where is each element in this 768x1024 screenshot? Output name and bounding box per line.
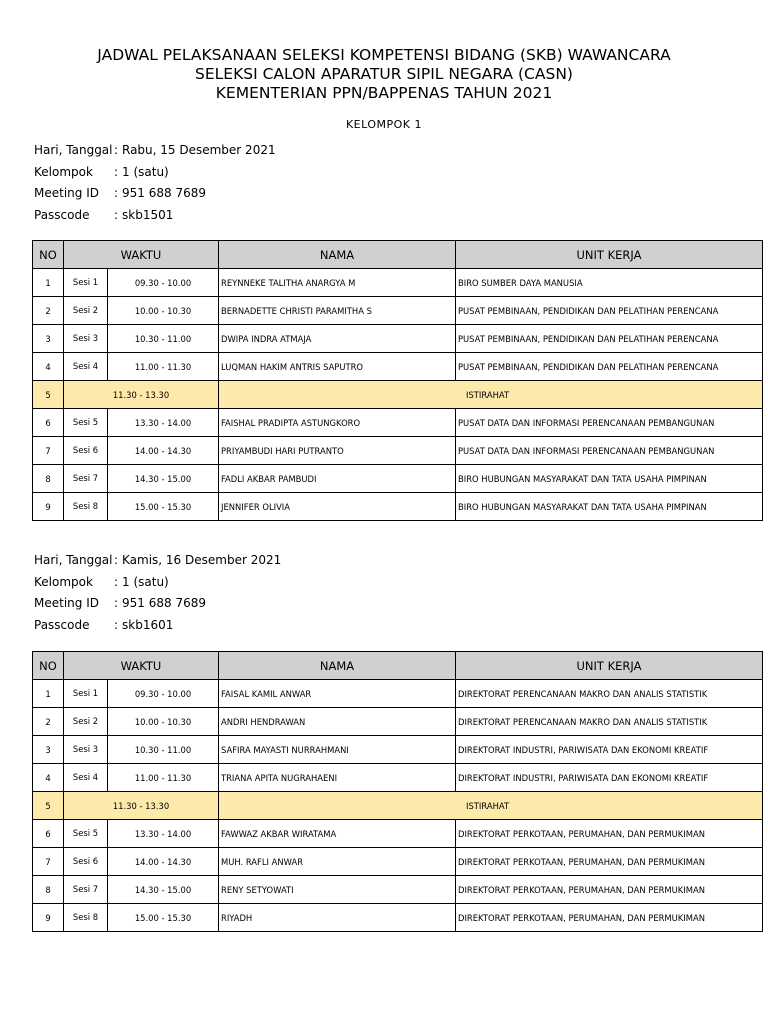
group-label: Kelompok bbox=[34, 574, 93, 589]
meeting-label: Meeting ID bbox=[34, 186, 99, 200]
session-time-wrap bbox=[64, 820, 218, 847]
time-range: 10.00 - 10.30 bbox=[134, 716, 192, 727]
table-header-row bbox=[33, 241, 763, 269]
session-time-wrap bbox=[64, 736, 218, 763]
group-row bbox=[34, 162, 276, 184]
session-label: Sesi 5 bbox=[64, 820, 108, 847]
session-time-cell bbox=[64, 764, 219, 792]
session-time-wrap bbox=[64, 269, 218, 296]
header-nama: NAMA bbox=[219, 652, 456, 680]
passcode-row bbox=[34, 205, 276, 227]
session-time-cell bbox=[64, 465, 219, 493]
passcode-value: skb1501 bbox=[122, 207, 174, 222]
colon: : bbox=[114, 143, 119, 157]
table-row bbox=[33, 325, 763, 353]
session-time-wrap bbox=[64, 353, 218, 380]
break-time: 11.30 - 13.30 bbox=[64, 792, 219, 820]
group-value: 1 (satu) bbox=[122, 164, 169, 179]
row-no: 8 bbox=[33, 876, 64, 904]
session-time-wrap bbox=[64, 409, 218, 436]
row-no: 3 bbox=[33, 325, 64, 353]
header-unit-kerja: UNIT KERJA bbox=[456, 241, 763, 269]
table-row bbox=[33, 297, 763, 325]
time-range: 10.00 - 10.30 bbox=[134, 305, 192, 316]
session-label: Sesi 2 bbox=[64, 708, 108, 735]
colon: : bbox=[114, 553, 119, 567]
participant-name: MUH. RAFLI ANWAR bbox=[219, 848, 456, 876]
group-label: Kelompok bbox=[34, 164, 93, 179]
row-no: 4 bbox=[33, 353, 64, 381]
row-no: 4 bbox=[33, 764, 64, 792]
schedule-table-day-1 bbox=[32, 240, 763, 521]
time-range: 15.00 - 15.30 bbox=[134, 912, 192, 923]
passcode-label: Passcode bbox=[34, 617, 90, 632]
time-range: 13.30 - 14.00 bbox=[134, 417, 192, 428]
table-row bbox=[33, 708, 763, 736]
colon: : bbox=[114, 596, 119, 610]
session-time-wrap bbox=[64, 297, 218, 324]
unit-kerja: DIREKTORAT PERENCANAAN MAKRO DAN ANALIS STATISTIK bbox=[456, 680, 763, 708]
unit-kerja: PUSAT DATA DAN INFORMASI PERENCANAAN PEMBANGUNAN bbox=[456, 409, 763, 437]
break-row bbox=[33, 381, 763, 409]
participant-name: LUQMAN HAKIM ANTRIS SAPUTRO bbox=[219, 353, 456, 381]
participant-name: FADLI AKBAR PAMBUDI bbox=[219, 465, 456, 493]
unit-kerja: DIREKTORAT PERENCANAAN MAKRO DAN ANALIS STATISTIK bbox=[456, 708, 763, 736]
colon: : bbox=[114, 574, 119, 589]
meeting-value: 951 688 7689 bbox=[122, 596, 206, 610]
time-range: 14.30 - 15.00 bbox=[134, 884, 192, 895]
session-label: Sesi 8 bbox=[64, 904, 108, 931]
break-label: ISTIRAHAT bbox=[219, 381, 763, 409]
session-time-cell bbox=[64, 708, 219, 736]
header-waktu: WAKTU bbox=[64, 652, 219, 680]
session-label: Sesi 6 bbox=[64, 848, 108, 875]
time-range: 09.30 - 10.00 bbox=[134, 688, 192, 699]
session-time-wrap bbox=[64, 904, 218, 931]
colon: : bbox=[114, 207, 119, 222]
table-row bbox=[33, 269, 763, 297]
meeting-row bbox=[34, 183, 276, 205]
table-row bbox=[33, 409, 763, 437]
time-range: 13.30 - 14.00 bbox=[134, 828, 192, 839]
date-label: Hari, Tanggal bbox=[34, 553, 113, 567]
unit-kerja: PUSAT DATA DAN INFORMASI PERENCANAAN PEMBANGUNAN bbox=[456, 437, 763, 465]
row-no: 6 bbox=[33, 820, 64, 848]
unit-kerja: DIREKTORAT PERKOTAAN, PERUMAHAN, DAN PERMUKIMAN bbox=[456, 904, 763, 932]
table-row bbox=[33, 848, 763, 876]
time-range: 14.30 - 15.00 bbox=[134, 473, 192, 484]
time-range: 10.30 - 11.00 bbox=[134, 744, 192, 755]
session-time-cell bbox=[64, 353, 219, 381]
day-1-info bbox=[34, 140, 276, 226]
participant-name: REYNNEKE TALITHA ANARGYA M bbox=[219, 269, 456, 297]
time-range: 14.00 - 14.30 bbox=[134, 856, 192, 867]
break-row bbox=[33, 792, 763, 820]
group-row bbox=[34, 572, 281, 594]
table-row bbox=[33, 680, 763, 708]
row-no: 2 bbox=[33, 297, 64, 325]
session-time-wrap bbox=[64, 876, 218, 903]
unit-kerja: DIREKTORAT PERKOTAAN, PERUMAHAN, DAN PERMUKIMAN bbox=[456, 876, 763, 904]
header-no: NO bbox=[33, 241, 64, 269]
session-label: Sesi 6 bbox=[64, 437, 108, 464]
session-label: Sesi 8 bbox=[64, 493, 108, 520]
table-row bbox=[33, 353, 763, 381]
header-no: NO bbox=[33, 652, 64, 680]
colon: : bbox=[114, 164, 119, 179]
row-no: 7 bbox=[33, 848, 64, 876]
date-label: Hari, Tanggal bbox=[34, 143, 113, 157]
table-header-row bbox=[33, 652, 763, 680]
colon: : bbox=[114, 186, 119, 200]
day-2-info bbox=[34, 550, 281, 636]
meeting-value: 951 688 7689 bbox=[122, 186, 206, 200]
session-time-cell bbox=[64, 269, 219, 297]
participant-name: TRIANA APITA NUGRAHAENI bbox=[219, 764, 456, 792]
unit-kerja: PUSAT PEMBINAAN, PENDIDIKAN DAN PELATIHAN PERENCANA bbox=[456, 353, 763, 381]
participant-name: BERNADETTE CHRISTI PARAMITHA S bbox=[219, 297, 456, 325]
session-time-wrap bbox=[64, 437, 218, 464]
unit-kerja: PUSAT PEMBINAAN, PENDIDIKAN DAN PELATIHAN PERENCANA bbox=[456, 325, 763, 353]
unit-kerja: PUSAT PEMBINAAN, PENDIDIKAN DAN PELATIHAN PERENCANA bbox=[456, 297, 763, 325]
passcode-row bbox=[34, 615, 281, 637]
session-label: Sesi 5 bbox=[64, 409, 108, 436]
table-row bbox=[33, 764, 763, 792]
unit-kerja: DIREKTORAT PERKOTAAN, PERUMAHAN, DAN PERMUKIMAN bbox=[456, 820, 763, 848]
row-no: 8 bbox=[33, 465, 64, 493]
time-range: 09.30 - 10.00 bbox=[134, 277, 192, 288]
session-time-cell bbox=[64, 904, 219, 932]
session-label: Sesi 7 bbox=[64, 465, 108, 492]
participant-name: SAFIRA MAYASTI NURRAHMANI bbox=[219, 736, 456, 764]
unit-kerja: BIRO HUBUNGAN MASYARAKAT DAN TATA USAHA PIMPINAN bbox=[456, 465, 763, 493]
unit-kerja: BIRO HUBUNGAN MASYARAKAT DAN TATA USAHA PIMPINAN bbox=[456, 493, 763, 521]
session-time-cell bbox=[64, 680, 219, 708]
session-label: Sesi 3 bbox=[64, 325, 108, 352]
row-no: 7 bbox=[33, 437, 64, 465]
session-time-cell bbox=[64, 325, 219, 353]
row-no: 2 bbox=[33, 708, 64, 736]
unit-kerja: BIRO SUMBER DAYA MANUSIA bbox=[456, 269, 763, 297]
group-value: 1 (satu) bbox=[122, 574, 169, 589]
session-time-cell bbox=[64, 409, 219, 437]
meeting-row bbox=[34, 593, 281, 615]
session-time-cell bbox=[64, 876, 219, 904]
participant-name: FAWWAZ AKBAR WIRATAMA bbox=[219, 820, 456, 848]
session-label: Sesi 2 bbox=[64, 297, 108, 324]
header-nama: NAMA bbox=[219, 241, 456, 269]
row-no: 5 bbox=[33, 792, 64, 820]
time-range: 11.00 - 11.30 bbox=[134, 772, 192, 783]
participant-name: FAISHAL PRADIPTA ASTUNGKORO bbox=[219, 409, 456, 437]
time-range: 14.00 - 14.30 bbox=[134, 445, 192, 456]
table-row bbox=[33, 904, 763, 932]
table-row bbox=[33, 437, 763, 465]
participant-name: RENY SETYOWATI bbox=[219, 876, 456, 904]
unit-kerja: DIREKTORAT PERKOTAAN, PERUMAHAN, DAN PERMUKIMAN bbox=[456, 848, 763, 876]
passcode-label: Passcode bbox=[34, 207, 90, 222]
title-line-1: JADWAL PELAKSANAAN SELEKSI KOMPETENSI BIDANG (SKB) WAWANCARA bbox=[97, 46, 671, 64]
session-label: Sesi 1 bbox=[64, 269, 108, 296]
table-row bbox=[33, 493, 763, 521]
participant-name: DWIPA INDRA ATMAJA bbox=[219, 325, 456, 353]
time-range: 10.30 - 11.00 bbox=[134, 333, 192, 344]
passcode-value: skb1601 bbox=[122, 617, 174, 632]
row-no: 6 bbox=[33, 409, 64, 437]
document-title bbox=[0, 46, 768, 103]
participant-name: RIYADH bbox=[219, 904, 456, 932]
time-range: 11.00 - 11.30 bbox=[134, 361, 192, 372]
participant-name: ANDRI HENDRAWAN bbox=[219, 708, 456, 736]
table-row bbox=[33, 465, 763, 493]
row-no: 5 bbox=[33, 381, 64, 409]
header-unit-kerja: UNIT KERJA bbox=[456, 652, 763, 680]
session-time-wrap bbox=[64, 708, 218, 735]
session-time-wrap bbox=[64, 465, 218, 492]
session-label: Sesi 4 bbox=[64, 353, 108, 380]
table-row bbox=[33, 876, 763, 904]
session-label: Sesi 4 bbox=[64, 764, 108, 791]
session-time-wrap bbox=[64, 848, 218, 875]
schedule-table-day-2 bbox=[32, 651, 763, 932]
session-time-cell bbox=[64, 820, 219, 848]
session-time-wrap bbox=[64, 493, 218, 520]
group-heading: KELOMPOK 1 bbox=[345, 118, 423, 131]
participant-name: FAISAL KAMIL ANWAR bbox=[219, 680, 456, 708]
table-row bbox=[33, 736, 763, 764]
session-label: Sesi 7 bbox=[64, 876, 108, 903]
session-label: Sesi 3 bbox=[64, 736, 108, 763]
unit-kerja: DIREKTORAT INDUSTRI, PARIWISATA DAN EKONOMI KREATIF bbox=[456, 764, 763, 792]
meeting-label: Meeting ID bbox=[34, 596, 99, 610]
row-no: 9 bbox=[33, 904, 64, 932]
colon: : bbox=[114, 617, 119, 632]
time-range: 15.00 - 15.30 bbox=[134, 501, 192, 512]
session-time-cell bbox=[64, 848, 219, 876]
session-time-wrap bbox=[64, 680, 218, 707]
header-waktu: WAKTU bbox=[64, 241, 219, 269]
unit-kerja: DIREKTORAT INDUSTRI, PARIWISATA DAN EKONOMI KREATIF bbox=[456, 736, 763, 764]
row-no: 9 bbox=[33, 493, 64, 521]
participant-name: PRIYAMBUDI HARI PUTRANTO bbox=[219, 437, 456, 465]
session-time-wrap bbox=[64, 325, 218, 352]
participant-name: JENNIFER OLIVIA bbox=[219, 493, 456, 521]
date-row bbox=[34, 550, 281, 572]
row-no: 1 bbox=[33, 680, 64, 708]
title-line-2: SELEKSI CALON APARATUR SIPIL NEGARA (CASN) bbox=[195, 65, 573, 83]
break-label: ISTIRAHAT bbox=[219, 792, 763, 820]
session-label: Sesi 1 bbox=[64, 680, 108, 707]
session-time-cell bbox=[64, 736, 219, 764]
date-row bbox=[34, 140, 276, 162]
date-value: Kamis, 16 Desember 2021 bbox=[122, 553, 282, 567]
session-time-cell bbox=[64, 493, 219, 521]
session-time-cell bbox=[64, 297, 219, 325]
session-time-cell bbox=[64, 437, 219, 465]
session-time-wrap bbox=[64, 764, 218, 791]
row-no: 3 bbox=[33, 736, 64, 764]
row-no: 1 bbox=[33, 269, 64, 297]
title-line-3: KEMENTERIAN PPN/BAPPENAS TAHUN 2021 bbox=[215, 84, 553, 102]
date-value: Rabu, 15 Desember 2021 bbox=[122, 143, 276, 157]
break-time: 11.30 - 13.30 bbox=[64, 381, 219, 409]
table-row bbox=[33, 820, 763, 848]
